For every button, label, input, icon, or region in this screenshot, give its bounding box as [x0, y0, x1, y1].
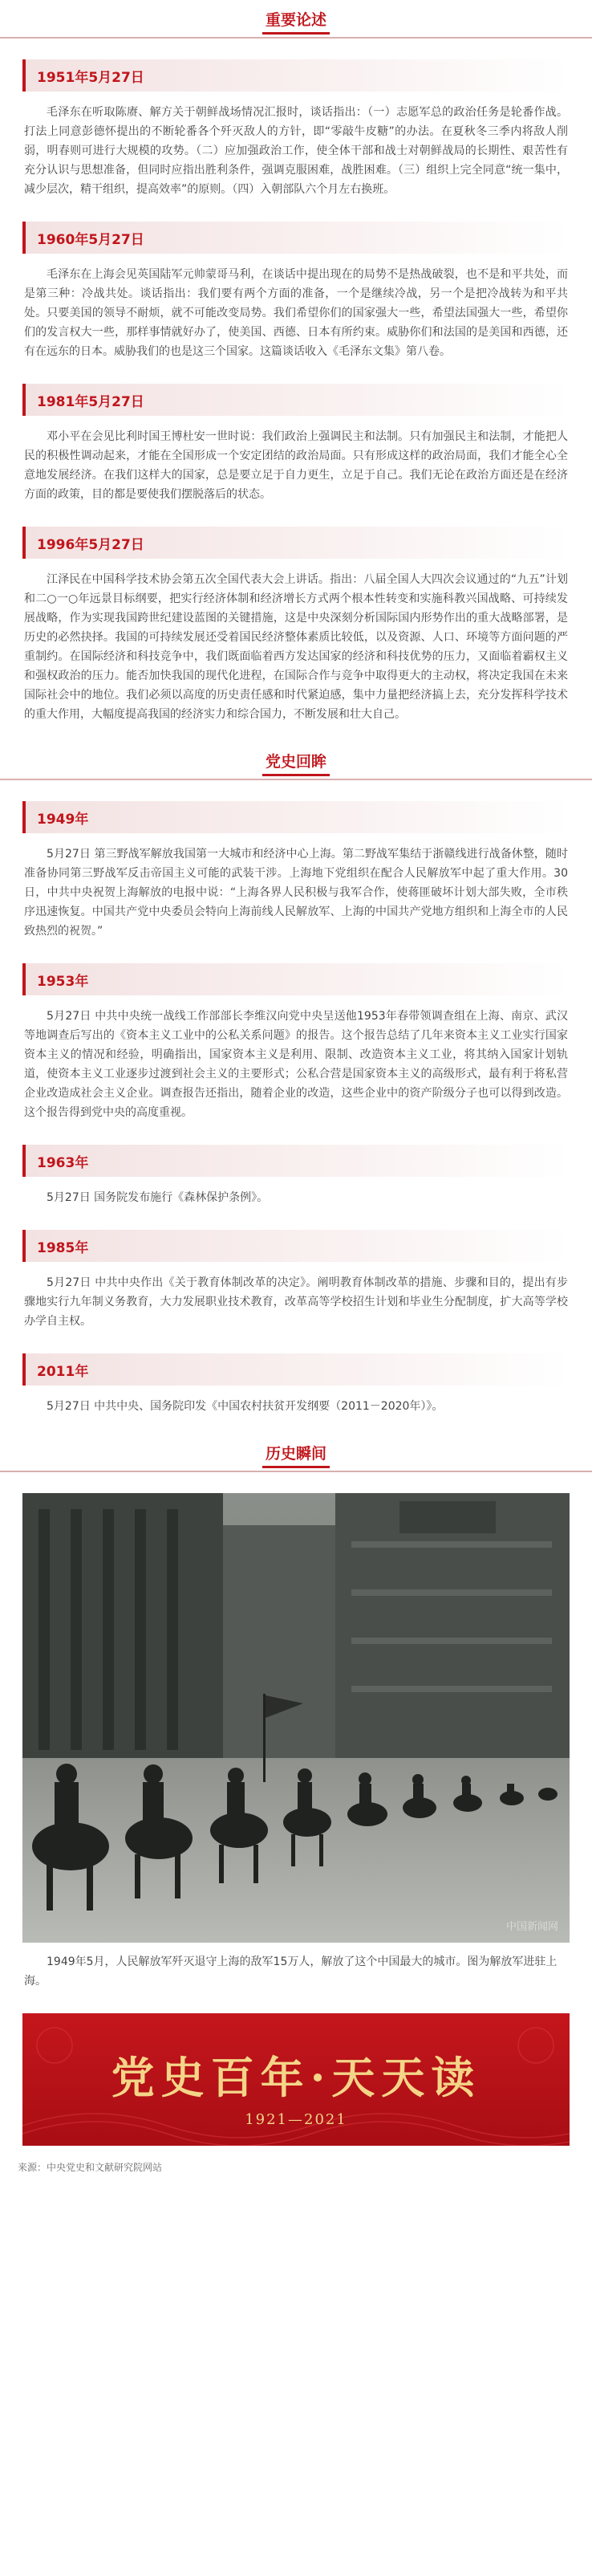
history-year: 1953年	[37, 973, 89, 990]
remark-paragraph: 毛泽东在听取陈赓、解方关于朝鲜战场情况汇报时，谈话指出：（一）志愿军总的政治任务是轮番作战。打法上同意彭德怀提出的不断轮番各个歼灭敌人的方针，即“零敲牛皮糖”的办法。在夏秋冬三季内将敌人削弱，明春则可进行大规模的攻势。（二）应加强政治工作，使全体干部和战士对朝鲜战局的长期性、艰苦性有充分认识与思想准备，但同时应指出胜利条件，强调克服困难，战胜困难。（三）组织上完全同意“统一集中，减少层次，精干组织，提高效率”的原则。（四）入朝部队六个月左右换班。	[24, 106, 568, 196]
banner-title: 党史百年·天天读	[111, 2052, 481, 2103]
photo-watermark: 中国新闻网	[505, 1921, 558, 1933]
section-title-label: 重要论述	[262, 8, 330, 35]
history-year: 2011年	[37, 1363, 89, 1380]
remark-date: 1960年5月27日	[37, 231, 144, 248]
remark-date-header	[22, 222, 570, 254]
remark-paragraph: 江泽民在中国科学技术协会第五次全国代表大会上讲话。指出：八届全国人大四次会议通过的“九五”计划和二○一○年远景目标纲要，把实行经济体制和经济增长方式两个根本性转变和实施科教兴国战略、可持续发展战略，作为实现我国跨世纪建设蓝图的关键措施，这是中央深刻分析国际国内形势作出的重大战略部署，是历史的必然抉择。我国的可持续发展还受着国民经济整体素质比较低，以及资源、人口、环境等方面问题的严重制约。在国际经济和科技竞争中，我们既面临着西方发达国家的经济和科技优势的压力，又面临着霸权主义和强权政治的压力。能否加快我国的现代化进程，在国际合作与竞争中取得更大的主动权，将决定我国在未来国际社会中的地位。我们必须以高度的历史责任感和时代紧迫感，集中力量把经济搞上去，充分发挥科学技术的重大作用，大幅度提高我国的经济实力和综合国力，不断发展和壮大自己。	[24, 573, 568, 721]
section-divider	[0, 779, 592, 780]
section-title-important-remarks	[0, 5, 592, 37]
history-year-header	[22, 1353, 570, 1386]
historic-photo	[22, 1493, 570, 1943]
section-title-label: 历史瞬间	[262, 1442, 330, 1468]
section-divider	[0, 37, 592, 39]
section-divider	[0, 1471, 592, 1472]
remark-date: 1981年5月27日	[37, 393, 144, 410]
history-year: 1985年	[37, 1239, 89, 1256]
history-paragraph: 5月27日 中共中央、国务院印发《中国农村扶贫开发纲要（2011－2020年）》。	[47, 1400, 444, 1413]
history-year-header	[22, 1145, 570, 1177]
source-line: 来源：中央党史和文献研究院网站	[18, 2162, 163, 2173]
section-title-label: 党史回眸	[262, 750, 330, 776]
remark-paragraph: 毛泽东在上海会见英国陆军元帅蒙哥马利，在谈话中提出现在的局势不是热战破裂，也不是和平共处，而是第三种：冷战共处。谈话指出：我们要有两个方面的准备，一个是继续冷战，另一个是把冷战转为和平共处。只要美国的领导不耐烦，就不可能改变局势。我们希望你们的国家强大一些，希望法国强大一些，希望你们的发言权大一些，那样事情就好办了，使美国、西德、日本有所约束。威胁你们和法国的是美国和西德，还有在远东的日本。威胁我们的也是这三个国家。这篇谈话收入《毛泽东文集》第八卷。	[24, 268, 568, 358]
history-year: 1949年	[37, 811, 89, 828]
photo-caption: 1949年5月，人民解放军歼灭退守上海的敌军15万人，解放了这个中国最大的城市。图为解放军进驻上海。	[24, 1955, 558, 1988]
remark-date-header	[22, 384, 570, 416]
history-paragraph: 5月27日 中共中央统一战线工作部部长李维汉向党中央呈送他1953年春带领调查组在上海、南京、武汉等地调查后写出的《资本主义工业中的公私关系问题》的报告。这个报告总结了几年来资本主义工业实行国家资本主义的情况和经验，明确指出，国家资本主义是利用、限制、改造资本主义工业，将其纳入国家计划轨道，使资本主义工业逐步过渡到社会主义的主要形式；公私合营是国家资本主义的高级形式，最有利于将私营企业改造成社会主义企业。调查报告还指出，随着企业的改造，这些企业中的资产阶级分子也可以得到改造。这个报告得到党中央的高度重视。	[24, 1010, 568, 1119]
banner-years: 1921—2021	[245, 2111, 347, 2128]
history-year-header	[22, 1230, 570, 1262]
history-year: 1963年	[37, 1154, 89, 1171]
remark-date: 1951年5月27日	[37, 69, 144, 86]
history-paragraph: 5月27日 中共中央作出《关于教育体制改革的决定》。阐明教育体制改革的措施、步骤和目的，提出有步骤地实行九年制义务教育，大力发展职业技术教育，改革高等学校招生计划和毕业生分配制度，扩大高等学校办学自主权。	[24, 1276, 568, 1328]
history-paragraph: 5月27日 第三野战军解放我国第一大城市和经济中心上海。第二野战军集结于浙赣线进行战备休整，随时准备协同第三野战军反击帝国主义可能的武装干涉。上海地下党组织在配合人民解放军中起了重大作用。30日，中共中央祝贺上海解放的电报中说：“上海各界人民积极与我军合作，使蒋匪破坏计划大部失败，全市秩序迅速恢复。中国共产党中央委员会特向上海前线人民解放军、上海的中国共产党地方组织和上海全市的人民致热烈的祝贺。”	[24, 848, 568, 938]
history-year-header	[22, 801, 570, 833]
section-title-historic-moment	[0, 1439, 592, 1471]
remark-date: 1996年5月27日	[37, 536, 144, 553]
remark-date-header	[22, 59, 570, 92]
photo-illustration	[22, 1493, 570, 1943]
section-title-party-history	[0, 747, 592, 779]
remark-paragraph: 邓小平在会见比利时国王博杜安一世时说：我们政治上强调民主和法制。只有加强民主和法制，才能把人民的积极性调动起来，才能在全国形成一个安定团结的政治局面。只有形成这样的政治局面，我们才能全心全意地发展经济。在我们这样大的国家，总是要立足于自力更生，立足于自己。我们无论在政治方面还是在经济方面的政策，目的都是要使我们摆脱落后的状态。	[24, 430, 568, 501]
history-year-header	[22, 963, 570, 995]
remark-date-header	[22, 527, 570, 559]
history-paragraph: 5月27日 国务院发布施行《森林保护条例》。	[47, 1191, 269, 1204]
series-banner	[22, 2013, 570, 2146]
